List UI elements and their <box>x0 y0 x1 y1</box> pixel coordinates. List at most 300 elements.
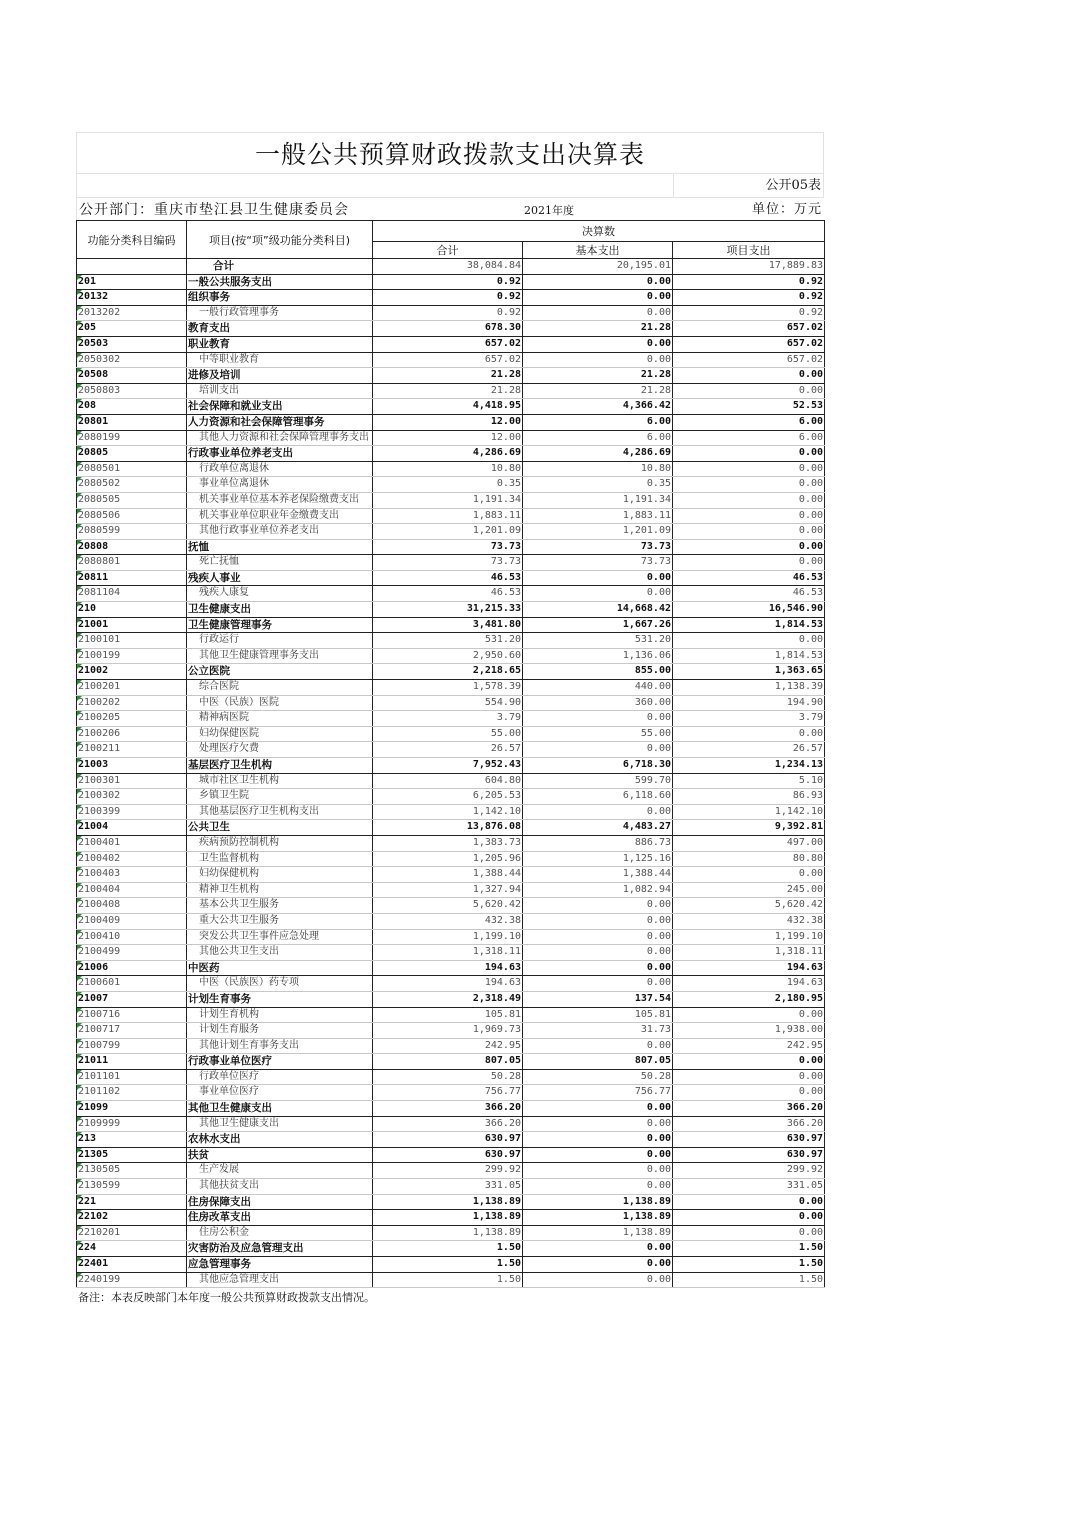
row-code: 2100206 <box>77 726 187 742</box>
row-name: 综合医院 <box>187 680 373 696</box>
row-project: 1.50 <box>673 1257 825 1273</box>
row-code: 21004 <box>77 820 187 836</box>
row-name: 精神卫生机构 <box>187 882 373 898</box>
expenditure-table <box>76 220 825 1288</box>
row-total: 1,205.96 <box>373 851 523 867</box>
row-name: 事业单位离退休 <box>187 477 373 493</box>
row-code: 2100799 <box>77 1038 187 1054</box>
row-basic: 440.00 <box>523 680 673 696</box>
row-total: 3,481.80 <box>373 617 523 633</box>
row-project: 0.00 <box>673 368 825 384</box>
row-basic: 599.70 <box>523 773 673 789</box>
row-project: 0.92 <box>673 290 825 306</box>
row-code: 2080801 <box>77 555 187 571</box>
row-name: 其他公共卫生支出 <box>187 945 373 961</box>
row-basic: 1,138.89 <box>523 1225 673 1241</box>
row-basic: 0.00 <box>523 274 673 290</box>
table-row <box>77 742 825 758</box>
row-total: 432.38 <box>373 913 523 929</box>
table-row <box>77 477 825 493</box>
row-project: 1.50 <box>673 1241 825 1257</box>
row-total: 1,318.11 <box>373 945 523 961</box>
row-name: 处理医疗欠费 <box>187 742 373 758</box>
table-row <box>77 570 825 586</box>
report-title: 一般公共预算财政拨款支出决算表 <box>254 140 645 169</box>
row-total: 194.63 <box>373 960 523 976</box>
row-total: 0.92 <box>373 305 523 321</box>
row-code: 2081104 <box>77 586 187 602</box>
row-project: 9,392.81 <box>673 820 825 836</box>
table-row <box>77 602 825 618</box>
row-code: 21003 <box>77 758 187 774</box>
row-project: 0.92 <box>673 274 825 290</box>
row-total: 1,883.11 <box>373 508 523 524</box>
row-name: 残疾人康复 <box>187 586 373 602</box>
row-total: 630.97 <box>373 1132 523 1148</box>
footnote: 备注：本表反映部门本年度一般公共预算财政拨款支出情况。 <box>78 1291 375 1305</box>
table-row <box>77 383 825 399</box>
row-code: 2100717 <box>77 1023 187 1039</box>
row-code: 2100401 <box>77 835 187 851</box>
row-project: 6.00 <box>673 430 825 446</box>
row-project: 630.97 <box>673 1132 825 1148</box>
row-basic: 0.00 <box>523 352 673 368</box>
table-row <box>77 539 825 555</box>
department-label: 公开部门：重庆市垫江县卫生健康委员会 <box>79 202 349 218</box>
row-project: 16,546.90 <box>673 602 825 618</box>
row-basic: 0.00 <box>523 929 673 945</box>
row-basic: 21.28 <box>523 321 673 337</box>
table-row <box>77 945 825 961</box>
row-name: 中等职业教育 <box>187 352 373 368</box>
row-basic: 0.00 <box>523 1179 673 1195</box>
row-total: 657.02 <box>373 336 523 352</box>
row-total: 6,205.53 <box>373 789 523 805</box>
row-name: 基层医疗卫生机构 <box>187 758 373 774</box>
table-row <box>77 664 825 680</box>
row-name: 计划生育服务 <box>187 1023 373 1039</box>
row-project: 1.50 <box>673 1272 825 1288</box>
row-basic: 1,082.94 <box>523 882 673 898</box>
row-code: 2100403 <box>77 867 187 883</box>
row-basic: 4,286.69 <box>523 446 673 462</box>
row-total: 1,201.09 <box>373 524 523 540</box>
row-project: 366.20 <box>673 1116 825 1132</box>
row-code: 2050803 <box>77 383 187 399</box>
header-basic: 基本支出 <box>523 242 673 259</box>
header-project: 项目支出 <box>673 242 825 259</box>
table-row <box>77 695 825 711</box>
row-basic: 0.00 <box>523 1132 673 1148</box>
row-basic: 0.00 <box>523 1116 673 1132</box>
row-basic: 50.28 <box>523 1069 673 1085</box>
row-total: 1,388.44 <box>373 867 523 883</box>
row-total: 807.05 <box>373 1054 523 1070</box>
row-basic: 31.73 <box>523 1023 673 1039</box>
row-total: 1,383.73 <box>373 835 523 851</box>
table-row <box>77 1054 825 1070</box>
row-project: 0.00 <box>673 1225 825 1241</box>
row-basic: 1,388.44 <box>523 867 673 883</box>
row-project: 657.02 <box>673 336 825 352</box>
row-total: 0.92 <box>373 290 523 306</box>
row-code: 2100402 <box>77 851 187 867</box>
row-total: 73.73 <box>373 539 523 555</box>
row-total: 242.95 <box>373 1038 523 1054</box>
unit-label: 单位：万元 <box>751 202 822 217</box>
row-name: 公共卫生 <box>187 820 373 836</box>
row-code: 2100301 <box>77 773 187 789</box>
row-total: 630.97 <box>373 1147 523 1163</box>
row-basic: 0.00 <box>523 1101 673 1117</box>
row-basic: 20,195.01 <box>523 259 673 275</box>
row-code: 2100399 <box>77 804 187 820</box>
row-total: 1.50 <box>373 1272 523 1288</box>
row-total: 50.28 <box>373 1069 523 1085</box>
row-code: 2100202 <box>77 695 187 711</box>
row-code: 224 <box>77 1241 187 1257</box>
row-project: 0.00 <box>673 383 825 399</box>
row-name: 其他计划生育事务支出 <box>187 1038 373 1054</box>
row-name: 卫生健康管理事务 <box>187 617 373 633</box>
table-row <box>77 399 825 415</box>
row-name: 行政事业单位医疗 <box>187 1054 373 1070</box>
row-project: 497.00 <box>673 835 825 851</box>
row-name: 其他卫生健康支出 <box>187 1101 373 1117</box>
row-name: 职业教育 <box>187 336 373 352</box>
row-basic: 0.35 <box>523 477 673 493</box>
row-total: 1,199.10 <box>373 929 523 945</box>
row-code: 21006 <box>77 960 187 976</box>
row-project: 0.00 <box>673 446 825 462</box>
row-name: 抚恤 <box>187 539 373 555</box>
row-code: 2100205 <box>77 711 187 727</box>
row-code: 2080502 <box>77 477 187 493</box>
row-code: 2109999 <box>77 1116 187 1132</box>
table-row <box>77 1038 825 1054</box>
row-basic: 6.00 <box>523 430 673 446</box>
row-name: 城市社区卫生机构 <box>187 773 373 789</box>
row-code: 20508 <box>77 368 187 384</box>
table-row <box>77 352 825 368</box>
table-row <box>77 711 825 727</box>
table-row <box>77 290 825 306</box>
row-project: 46.53 <box>673 586 825 602</box>
row-code: 2080199 <box>77 430 187 446</box>
table-row <box>77 1069 825 1085</box>
row-project: 46.53 <box>673 570 825 586</box>
row-basic: 0.00 <box>523 913 673 929</box>
row-basic: 886.73 <box>523 835 673 851</box>
year-label: 2021年度 <box>524 204 574 217</box>
row-project: 0.00 <box>673 1194 825 1210</box>
row-basic: 0.00 <box>523 1147 673 1163</box>
row-code: 208 <box>77 399 187 415</box>
row-name: 重大公共卫生服务 <box>187 913 373 929</box>
row-name: 扶贫 <box>187 1147 373 1163</box>
row-basic: 0.00 <box>523 1241 673 1257</box>
row-basic: 0.00 <box>523 290 673 306</box>
row-code: 2050302 <box>77 352 187 368</box>
row-project: 1,363.65 <box>673 664 825 680</box>
row-name: 一般公共服务支出 <box>187 274 373 290</box>
row-project: 80.80 <box>673 851 825 867</box>
row-code: 2210201 <box>77 1225 187 1241</box>
row-project: 0.00 <box>673 492 825 508</box>
row-name: 其他扶贫支出 <box>187 1179 373 1195</box>
row-project: 432.38 <box>673 913 825 929</box>
row-name: 卫生健康支出 <box>187 602 373 618</box>
row-total: 0.92 <box>373 274 523 290</box>
row-basic: 137.54 <box>523 991 673 1007</box>
row-project: 242.95 <box>673 1038 825 1054</box>
row-basic: 0.00 <box>523 1257 673 1273</box>
row-code: 2100199 <box>77 648 187 664</box>
row-project: 0.92 <box>673 305 825 321</box>
row-code: 2101101 <box>77 1069 187 1085</box>
row-name: 计划生育机构 <box>187 1007 373 1023</box>
row-code: 2080501 <box>77 461 187 477</box>
row-total: 5,620.42 <box>373 898 523 914</box>
header-total: 合计 <box>373 242 523 259</box>
row-basic: 360.00 <box>523 695 673 711</box>
row-total: 12.00 <box>373 430 523 446</box>
row-project: 194.63 <box>673 960 825 976</box>
row-code: 21007 <box>77 991 187 1007</box>
table-row <box>77 1085 825 1101</box>
table-row <box>77 586 825 602</box>
table-row <box>77 882 825 898</box>
row-name: 机关事业单位基本养老保险缴费支出 <box>187 492 373 508</box>
row-code: 21002 <box>77 664 187 680</box>
table-row <box>77 1101 825 1117</box>
table-row <box>77 835 825 851</box>
row-basic: 6.00 <box>523 414 673 430</box>
row-code: 20801 <box>77 414 187 430</box>
row-total: 299.92 <box>373 1163 523 1179</box>
row-code: 2100601 <box>77 976 187 992</box>
row-name: 中医（民族）医院 <box>187 695 373 711</box>
row-total: 10.80 <box>373 461 523 477</box>
row-name: 突发公共卫生事件应急处理 <box>187 929 373 945</box>
row-total: 73.73 <box>373 555 523 571</box>
row-name: 其他应急管理支出 <box>187 1272 373 1288</box>
row-total: 1.50 <box>373 1241 523 1257</box>
row-code: 22102 <box>77 1210 187 1226</box>
row-code: 2100499 <box>77 945 187 961</box>
row-basic: 855.00 <box>523 664 673 680</box>
row-code: 2100211 <box>77 742 187 758</box>
row-total: 31,215.33 <box>373 602 523 618</box>
row-name: 卫生监督机构 <box>187 851 373 867</box>
row-name: 应急管理事务 <box>187 1257 373 1273</box>
row-project: 0.00 <box>673 1085 825 1101</box>
row-basic: 6,118.60 <box>523 789 673 805</box>
row-basic: 0.00 <box>523 804 673 820</box>
row-project: 0.00 <box>673 524 825 540</box>
row-project: 366.20 <box>673 1101 825 1117</box>
row-total: 554.90 <box>373 695 523 711</box>
row-project: 657.02 <box>673 352 825 368</box>
row-total: 194.63 <box>373 976 523 992</box>
row-project: 1,938.00 <box>673 1023 825 1039</box>
table-row <box>77 1272 825 1288</box>
row-total: 4,286.69 <box>373 446 523 462</box>
row-project: 1,814.53 <box>673 617 825 633</box>
row-name: 社会保障和就业支出 <box>187 399 373 415</box>
row-basic: 14,668.42 <box>523 602 673 618</box>
table-row <box>77 1132 825 1148</box>
table-row <box>77 789 825 805</box>
row-basic: 0.00 <box>523 960 673 976</box>
row-project: 0.00 <box>673 1210 825 1226</box>
row-code: 20805 <box>77 446 187 462</box>
row-name: 其他基层医疗卫生机构支出 <box>187 804 373 820</box>
row-code: 2100409 <box>77 913 187 929</box>
row-basic: 0.00 <box>523 1272 673 1288</box>
row-total: 46.53 <box>373 586 523 602</box>
row-code: 2130505 <box>77 1163 187 1179</box>
row-code: 205 <box>77 321 187 337</box>
row-basic: 0.00 <box>523 1038 673 1054</box>
row-name: 灾害防治及应急管理支出 <box>187 1241 373 1257</box>
table-row <box>77 960 825 976</box>
row-total: 12.00 <box>373 414 523 430</box>
row-total: 21.28 <box>373 368 523 384</box>
table-row <box>77 1023 825 1039</box>
table-row <box>77 929 825 945</box>
row-basic: 1,201.09 <box>523 524 673 540</box>
row-project: 1,234.13 <box>673 758 825 774</box>
row-project: 0.00 <box>673 555 825 571</box>
row-code: 21305 <box>77 1147 187 1163</box>
row-total: 604.80 <box>373 773 523 789</box>
row-project: 0.00 <box>673 1069 825 1085</box>
row-code: 2130599 <box>77 1179 187 1195</box>
row-name: 妇幼保健机构 <box>187 867 373 883</box>
row-basic: 4,366.42 <box>523 399 673 415</box>
row-name: 妇幼保健医院 <box>187 726 373 742</box>
table-row <box>77 446 825 462</box>
row-total: 1,969.73 <box>373 1023 523 1039</box>
row-basic: 21.28 <box>523 368 673 384</box>
row-name: 残疾人事业 <box>187 570 373 586</box>
table-row <box>77 1147 825 1163</box>
row-name: 死亡抚恤 <box>187 555 373 571</box>
row-code: 2100408 <box>77 898 187 914</box>
row-basic: 105.81 <box>523 1007 673 1023</box>
row-name: 行政单位医疗 <box>187 1069 373 1085</box>
row-total: 366.20 <box>373 1116 523 1132</box>
row-total: 678.30 <box>373 321 523 337</box>
row-project: 657.02 <box>673 321 825 337</box>
row-code: 221 <box>77 1194 187 1210</box>
table-row <box>77 758 825 774</box>
row-basic: 55.00 <box>523 726 673 742</box>
row-project: 630.97 <box>673 1147 825 1163</box>
row-name: 一般行政管理事务 <box>187 305 373 321</box>
row-code: 2100101 <box>77 633 187 649</box>
table-row <box>77 1241 825 1257</box>
row-name: 住房改革支出 <box>187 1210 373 1226</box>
row-basic: 0.00 <box>523 742 673 758</box>
table-row <box>77 1257 825 1273</box>
row-code: 2100404 <box>77 882 187 898</box>
row-total: 4,418.95 <box>373 399 523 415</box>
row-basic: 0.00 <box>523 305 673 321</box>
row-total: 1,142.10 <box>373 804 523 820</box>
row-code: 20808 <box>77 539 187 555</box>
row-code: 21011 <box>77 1054 187 1070</box>
row-basic: 0.00 <box>523 1163 673 1179</box>
table-row <box>77 913 825 929</box>
table-row <box>77 680 825 696</box>
header-group: 决算数 <box>373 221 825 242</box>
row-total: 46.53 <box>373 570 523 586</box>
table-row <box>77 1007 825 1023</box>
row-project: 5.10 <box>673 773 825 789</box>
row-name: 行政运行 <box>187 633 373 649</box>
row-project: 6.00 <box>673 414 825 430</box>
form-code-row <box>76 173 824 197</box>
row-name: 疾病预防控制机构 <box>187 835 373 851</box>
row-basic: 0.00 <box>523 898 673 914</box>
row-name: 精神病医院 <box>187 711 373 727</box>
row-code: 201 <box>77 274 187 290</box>
row-project: 0.00 <box>673 726 825 742</box>
table-row <box>77 851 825 867</box>
row-code: 2080506 <box>77 508 187 524</box>
row-project: 0.00 <box>673 477 825 493</box>
row-code: 2013202 <box>77 305 187 321</box>
row-project: 0.00 <box>673 539 825 555</box>
row-project: 245.00 <box>673 882 825 898</box>
form-code: 公开05表 <box>674 174 824 197</box>
table-row <box>77 259 825 275</box>
row-name: 行政事业单位养老支出 <box>187 446 373 462</box>
row-total: 531.20 <box>373 633 523 649</box>
header-code: 功能分类科目编码 <box>77 221 187 259</box>
row-total: 1,327.94 <box>373 882 523 898</box>
row-basic: 0.00 <box>523 570 673 586</box>
table-body <box>77 259 825 1288</box>
row-code: 20132 <box>77 290 187 306</box>
row-total: 2,950.60 <box>373 648 523 664</box>
row-name: 组织事务 <box>187 290 373 306</box>
row-code: 2100201 <box>77 680 187 696</box>
row-project: 0.00 <box>673 1007 825 1023</box>
row-name: 行政单位离退休 <box>187 461 373 477</box>
row-code: 21099 <box>77 1101 187 1117</box>
row-basic: 6,718.30 <box>523 758 673 774</box>
row-name: 住房公积金 <box>187 1225 373 1241</box>
table-row <box>77 1116 825 1132</box>
row-basic: 1,136.06 <box>523 648 673 664</box>
table-row <box>77 804 825 820</box>
row-name: 其他卫生健康管理事务支出 <box>187 648 373 664</box>
table-row <box>77 555 825 571</box>
row-code: 2080599 <box>77 524 187 540</box>
row-basic: 1,125.16 <box>523 851 673 867</box>
table-row <box>77 430 825 446</box>
row-code: 2100716 <box>77 1007 187 1023</box>
row-project: 86.93 <box>673 789 825 805</box>
row-name: 事业单位医疗 <box>187 1085 373 1101</box>
row-total: 1,138.89 <box>373 1210 523 1226</box>
row-project: 1,138.39 <box>673 680 825 696</box>
row-code: 213 <box>77 1132 187 1148</box>
row-name: 住房保障支出 <box>187 1194 373 1210</box>
